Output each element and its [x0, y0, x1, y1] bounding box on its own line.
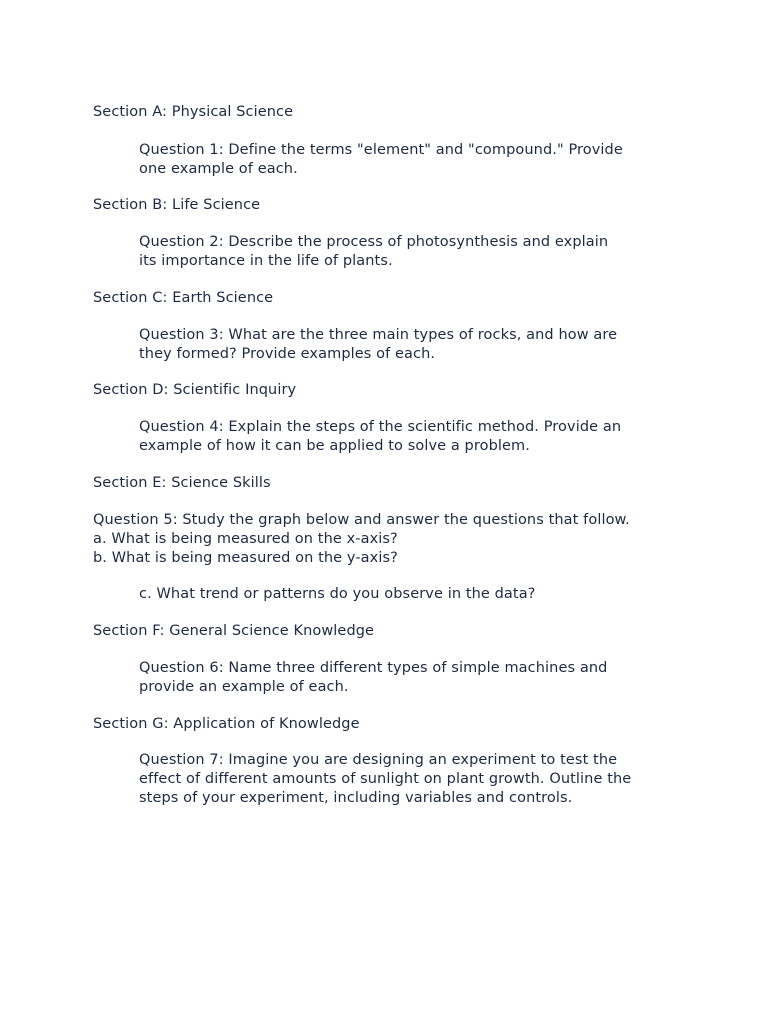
question-7-line-1: Question 7: Imagine you are designing an experiment to test the: [139, 752, 618, 768]
question-3-line-1: Question 3: What are the three main types of rocks, and how are: [139, 327, 618, 343]
question-2-line-2: its importance in the life of plants.: [139, 253, 393, 269]
question-5-part-c: c. What trend or patterns do you observe in the data?: [139, 586, 536, 602]
section-f-heading: Section F: General Science Knowledge: [93, 623, 375, 639]
question-3-line-2: they formed? Provide examples of each.: [139, 346, 436, 362]
question-6-line-2: provide an example of each.: [139, 679, 349, 695]
section-g-heading: Section G: Application of Knowledge: [93, 716, 360, 732]
question-5-line-1: Question 5: Study the graph below and answer the questions that follow.: [93, 512, 630, 528]
question-6-line-1: Question 6: Name three different types of simple machines and: [139, 660, 608, 676]
question-4-line-2: example of how it can be applied to solve a problem.: [139, 438, 530, 454]
section-d-heading: Section D: Scientific Inquiry: [93, 382, 297, 398]
question-4-line-1: Question 4: Explain the steps of the scientific method. Provide an: [139, 419, 622, 435]
section-e-heading: Section E: Science Skills: [93, 475, 271, 491]
question-1-line-1: Question 1: Define the terms "element" and "compound." Provide: [139, 142, 623, 158]
question-5-part-b: b. What is being measured on the y-axis?: [93, 550, 398, 566]
question-5-part-a: a. What is being measured on the x-axis?: [93, 531, 398, 547]
question-1-line-2: one example of each.: [139, 161, 298, 177]
question-2-line-1: Question 2: Describe the process of photosynthesis and explain: [139, 234, 609, 250]
section-c-heading: Section C: Earth Science: [93, 290, 274, 306]
section-a-heading: Section A: Physical Science: [93, 104, 294, 120]
section-b-heading: Section B: Life Science: [93, 197, 261, 213]
question-7-line-2: effect of different amounts of sunlight on plant growth. Outline the: [139, 771, 632, 787]
question-7-line-3: steps of your experiment, including variables and controls.: [139, 790, 573, 806]
